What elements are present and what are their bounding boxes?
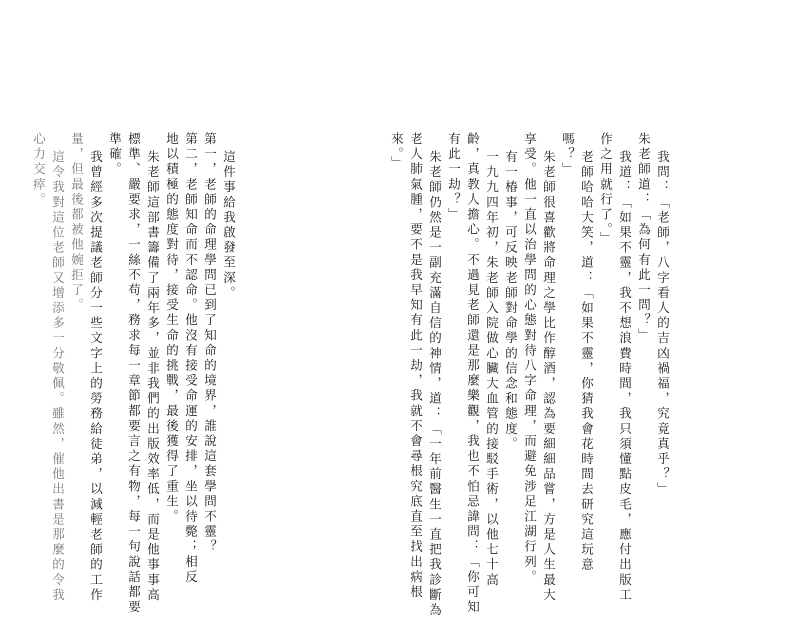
text-column: 有一椿事，可反映老師對命學的信念和態度。 xyxy=(503,150,519,452)
text-column: 心力交瘁。 xyxy=(31,132,47,208)
right-page xyxy=(389,0,793,618)
text-column: 第一，老師的命理學問已到了知命的境界，誰說這套學問不靈？ xyxy=(202,132,218,555)
text-column: 老師哈哈大笑，道：「如果不靈，你猜我會花時間去研究這玩意 xyxy=(579,150,595,573)
text-column: 我道：「如果不靈，我不想浪費時間，我只須懂點皮毛，應付出版工 xyxy=(617,150,633,603)
text-column: 標準、嚴要求，一絲不苟，務求每一章節都要言之有物，每一句說話都要 xyxy=(126,132,142,616)
text-column: 嗎？」 xyxy=(560,132,576,178)
text-column: 這件事給我啟發至深。 xyxy=(221,150,237,301)
text-column: 朱老師仍然是一副充滿自信的神情，道：「一年前醫生一直把我診斷為 xyxy=(427,150,443,618)
text-column: 來。」 xyxy=(389,132,405,172)
text-column: 一九九四年初，朱老師入院做心臟大血管的接駁手術，以他七十高 xyxy=(484,150,500,588)
text-column: 享受。他一直以治學問的心態對待八字命理，而避免涉足江湖行列。 xyxy=(522,132,538,585)
text-column: 作之用就行了。」 xyxy=(598,132,614,247)
text-column: 量，但最後都被他婉拒了。 xyxy=(69,132,85,314)
text-column: 朱老師道：「為何有此一問？」 xyxy=(636,132,652,344)
text-column: 準確。 xyxy=(107,132,123,178)
left-page xyxy=(0,0,396,616)
text-column: 老人肺氣腫，要不是我早知有此一劫，我就不會尋根究底直至找出病根 xyxy=(408,132,424,601)
text-column: 朱老師很喜歡將命理之學比作醇酒，認為要細細品嘗，方是人生最大 xyxy=(541,150,557,603)
text-column: 我曾經多次提議老師分一些文字上的勞務給徒弟，以減輕老師的工作 xyxy=(88,150,104,603)
text-column: 第二，老師知命而不認命。他沒有接受命運的安排，坐以待斃；相反 xyxy=(183,132,199,585)
text-column: 我問：「老師，八字看人的吉凶禍福，究竟真乎？」 xyxy=(655,150,671,498)
text-column: 朱老師這部書籌備了兩年多，並非我們的出版效率低，而是他事事高 xyxy=(145,150,161,603)
text-column: 地以積極的態度對待，接受生命的挑戰，最後獲得了重生。 xyxy=(164,132,180,525)
text-column: 有此一劫？」 xyxy=(446,132,462,223)
text-column: 齡，真教人擔心。不過見老師還是那麼樂觀，我也不怕忌諱問：「你可知 xyxy=(465,132,481,616)
text-column: 這令我對這位老師又增添多一分敬佩。雖然，催他出書是那麼的令我 xyxy=(50,150,66,603)
